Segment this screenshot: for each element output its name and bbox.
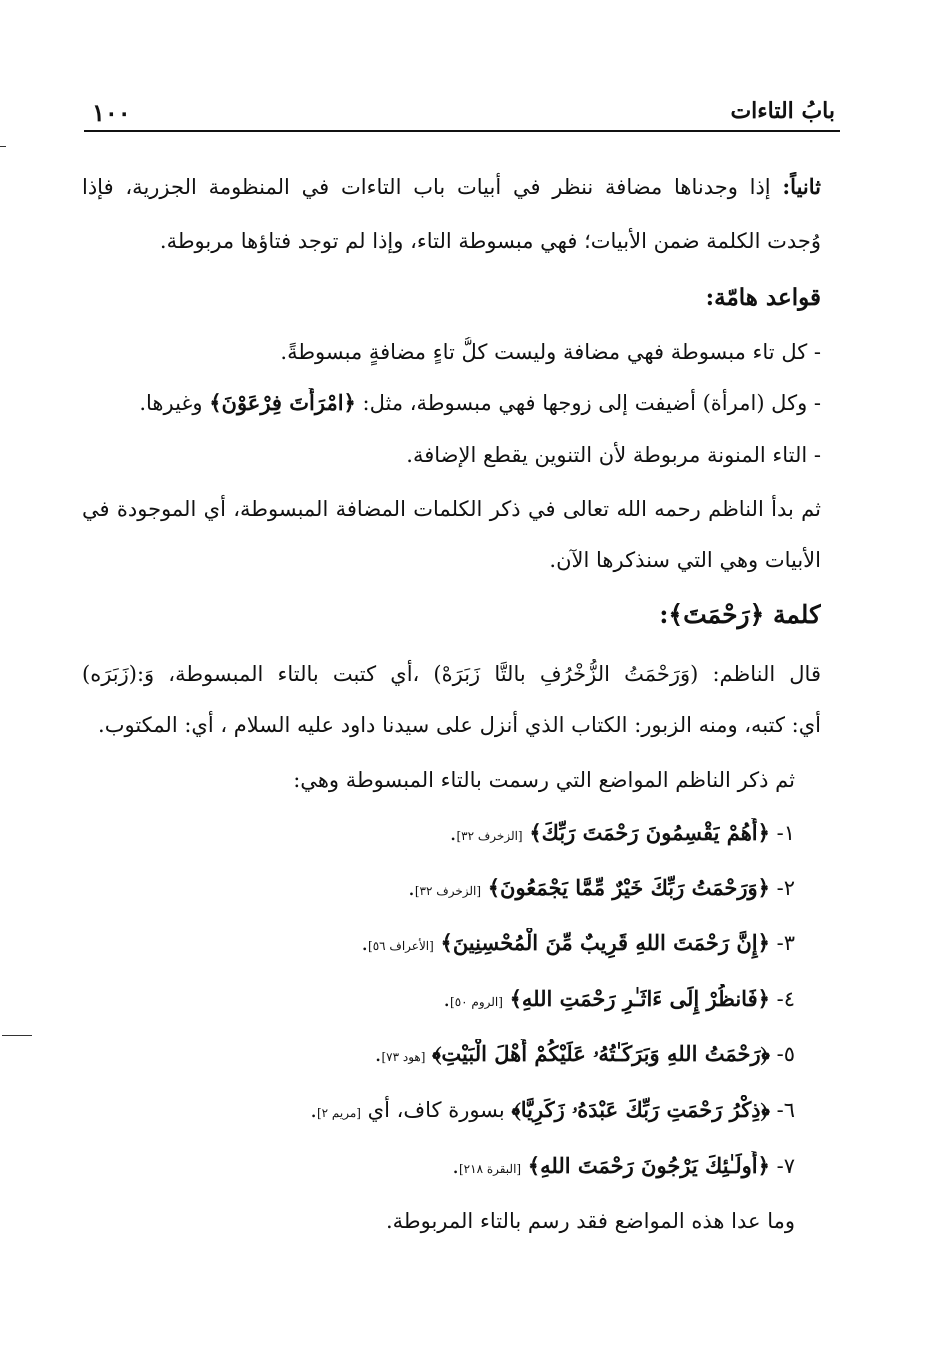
rule-item — [82, 388, 821, 418]
verse-number: ٥- — [776, 1042, 795, 1066]
list-intro: ثم ذكر الناظم المواضع التي رسمت بالتاء المبسوطة وهي: — [293, 768, 795, 792]
quran-quote: ﴿ذِكْرُ رَحْمَتِ رَبِّكَ عَبْدَهُۥ زَكَرِيَّا﴾ — [511, 1097, 770, 1122]
verse-item — [82, 1151, 795, 1184]
rule-text: وغيرها. — [139, 391, 210, 415]
verse-end: . — [310, 1098, 317, 1122]
paragraph-label: ثانياً: — [782, 174, 821, 199]
verse-end: . — [374, 1042, 382, 1066]
paragraph-line: وُجدت الكلمة ضمن الأبيات؛ فهي مبسوطة التاء، وإذا لم توجد فتاؤها مربوطة. — [159, 229, 821, 253]
verse-end: . — [443, 987, 450, 1011]
paragraph-line: أي: كتبه، ومنه الزبور: الكتاب الذي أنزل على سيدنا داود عليه السلام ، أي: المكتوب. — [98, 713, 821, 737]
paragraph-text: إذا وجدناها مضافة ننظر في أبيات باب التاءات في المنظومة الجزرية، فإذا — [82, 175, 783, 199]
word-heading-text: كلمة — [764, 600, 821, 629]
quran-quote: ﴿إِنَّ رَحْمَتَ اللهِ قَرِيبٌ مِّنَ الْمُحْسِنِينَ﴾ — [440, 930, 770, 955]
quran-quote: ﴿امْرَأَتَ فِرْعَوْنَ﴾ — [209, 390, 356, 415]
verse-number: ١- — [776, 821, 795, 845]
verse-end: . — [452, 1154, 459, 1178]
verse-reference: [البقرة ٢١٨] — [458, 1162, 522, 1176]
word-heading-colon: : — [659, 600, 669, 629]
verse-end: . — [361, 931, 369, 955]
rule-text: - وكل (امرأة) أضيفت إلى زوجها فهي مبسوطة، مثل: — [355, 391, 821, 415]
scan-margin-mark — [0, 146, 6, 147]
closing-line: وما عدا هذه المواضع فقد رسم بالتاء المربوطة. — [385, 1209, 795, 1233]
quran-quote: ﴿أَهُمْ يَقْسِمُونَ رَحْمَتَ رَبِّكَ﴾ — [529, 820, 770, 845]
word-heading — [82, 600, 821, 630]
quran-quote: ﴿فَانظُرْ إِلَى ءَاثَـٰرِ رَحْمَتِ اللهِ﴾ — [509, 986, 770, 1011]
paragraph-line — [82, 172, 821, 202]
verse-reference: [مريم ٢] — [316, 1106, 361, 1120]
paragraph-line: قال الناظم: (وَرَحْمَتُ الزُّخْرُفِ بالتَّا زَبَرَهْ) ،أي كتبت بالتاء المبسوطة، وَ:(زَبَرَه) — [82, 662, 821, 686]
verse-reference: [الزخرف ٣٢] — [414, 884, 482, 898]
quran-quote: ﴿رَحْمَتَ﴾ — [668, 600, 765, 629]
rule-item: - كل تاء مبسوطة فهي مضافة وليست كلُّ تاءٍ مضافةٍ مبسوطةً. — [280, 340, 821, 364]
verse-number: ٣- — [776, 931, 795, 955]
verse-note: بسورة كاف، أي — [360, 1098, 512, 1122]
verse-item — [82, 928, 795, 961]
verse-number: ٧- — [776, 1154, 795, 1178]
verse-item — [82, 1095, 795, 1128]
section-heading: قواعد هامّة: — [705, 284, 821, 311]
running-title: بابُ التاءات — [730, 98, 835, 124]
verse-number: ٢- — [776, 876, 795, 900]
verse-number: ٤- — [776, 987, 795, 1011]
quran-quote: ﴿أُولَـٰئِكَ يَرْجُونَ رَحْمَتَ اللهِ﴾ — [527, 1153, 770, 1178]
paragraph-line: الأبيات وهي التي سنذكرها الآن. — [549, 548, 821, 572]
verse-reference: [الزخرف ٣٢] — [456, 829, 523, 843]
verse-item — [82, 984, 795, 1017]
verse-end: . — [408, 876, 415, 900]
verse-reference: [الروم ٥٠] — [450, 995, 503, 1009]
verse-item — [82, 818, 795, 851]
verse-end: . — [449, 821, 457, 845]
paragraph-line: ثم بدأ الناظم رحمه الله تعالى في ذكر الكلمات المضافة المبسوطة، أي الموجودة في — [82, 497, 821, 521]
quran-quote: ﴿رَحْمَتُ اللهِ وَبَرَكَـٰتُهُۥ عَلَيْكُمْ أَهْلَ الْبَيْتِ﴾ — [432, 1041, 770, 1066]
quran-quote: ﴿وَرَحْمَتُ رَبِّكَ خَيْرٌ مِّمَّا يَجْمَعُونَ﴾ — [487, 875, 770, 900]
verse-item — [82, 873, 795, 906]
verse-number: ٦- — [776, 1098, 795, 1122]
scan-margin-mark — [2, 1035, 32, 1036]
header-rule — [84, 130, 840, 132]
verse-reference: [هود ٧٣] — [381, 1050, 426, 1064]
verse-reference: [الأعراف ٥٦] — [368, 939, 434, 953]
page-number: ١٠٠ — [92, 98, 131, 127]
rule-item: - التاء المنونة مربوطة لأن التنوين يقطع الإضافة. — [406, 443, 821, 467]
verse-item — [82, 1039, 795, 1072]
